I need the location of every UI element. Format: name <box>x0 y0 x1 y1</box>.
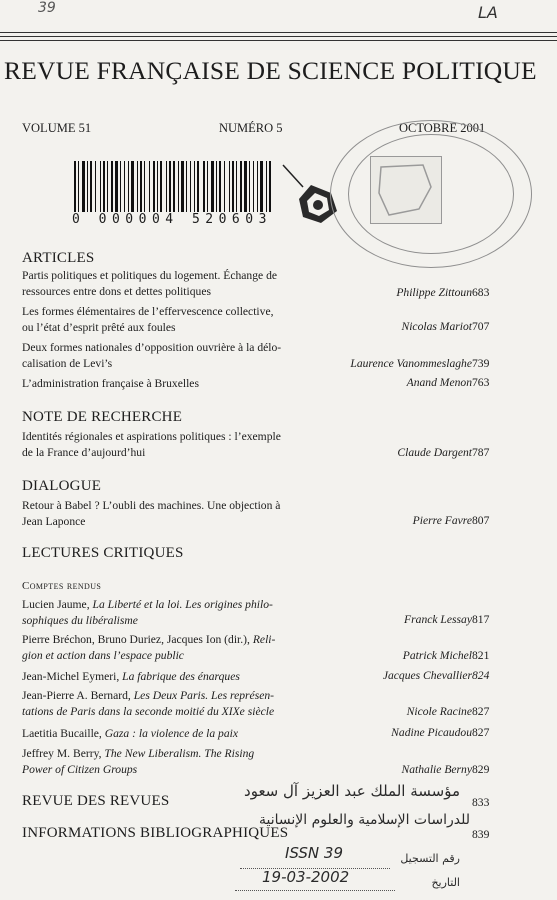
barcode-bars <box>70 161 276 215</box>
revues-page: 833 <box>472 796 490 809</box>
journal-title: REVUE FRANÇAISE DE SCIENCE POLITIQUE <box>4 56 537 85</box>
barcode-bar <box>90 161 92 215</box>
stamp-reg-value: ISSN 39 <box>285 844 344 862</box>
barcode-bar <box>173 161 175 215</box>
stamp-arabic-line-2: للدراسات الإسلامية والعلوم الإنسانية <box>259 812 470 828</box>
note-1-title <box>22 429 322 461</box>
article-1-page: 683 <box>472 286 490 299</box>
note-1-title-line-2: de la France d’aujourd’hui <box>22 446 146 459</box>
note-1-page: 787 <box>472 446 490 459</box>
barcode-bar <box>269 161 271 215</box>
barcode-bar <box>219 161 221 215</box>
article-3-author: Laurence Vanommeslaghe <box>350 357 472 370</box>
review-2-author-title: Pierre Bréchon, Bruno Duriez, Jacques Ion (dir.), <box>22 633 253 646</box>
barcode-bar <box>207 161 208 215</box>
issue-date: OCTOBRE 2001 <box>399 121 486 135</box>
dialogue-1-title-line-2: Jean Laponce <box>22 515 86 528</box>
barcode-bar <box>240 161 242 215</box>
article-3-title <box>22 340 322 372</box>
barcode-bar <box>128 161 129 215</box>
dialogue-1-title-line-1: Retour à Babel ? L’oubli des machines. Une objection à <box>22 499 281 512</box>
article-2-author: Nicolas Mariot <box>401 320 472 333</box>
review-6-book-title-line-1: The New Liberalism. The Rising <box>104 747 255 760</box>
article-2-title <box>22 304 322 336</box>
article-1-title-line-1: Partis politiques et politiques du logement. Échange de <box>22 269 278 282</box>
barcode-bar <box>197 161 199 215</box>
barcode-bar <box>229 161 230 215</box>
barcode-bar <box>140 161 142 215</box>
barcode-bar <box>253 161 254 215</box>
infos-page: 839 <box>472 828 490 841</box>
article-3-title-line-2: calisation de Levi’s <box>22 357 113 370</box>
review-5 <box>22 726 318 742</box>
barcode-bar <box>120 161 121 215</box>
review-2 <box>22 632 318 664</box>
barcode-bar <box>186 161 187 215</box>
barcode-bar <box>266 161 267 215</box>
barcode-bar <box>244 161 247 215</box>
article-4-title <box>22 376 322 392</box>
note-1-author: Claude Dargent <box>397 446 472 459</box>
barcode-bar <box>190 161 191 215</box>
barcode-bar <box>107 161 108 215</box>
article-1-title <box>22 268 322 300</box>
barcode-bar <box>115 161 118 215</box>
article-2-title-line-2: ou l’état d’esprit prêté aux foules <box>22 321 176 334</box>
review-1-book-title-line-2: sophiques du libéralisme <box>22 614 138 627</box>
barcode-bar <box>82 161 85 215</box>
review-1-page: 817 <box>472 613 490 626</box>
barcode-bar <box>74 161 76 215</box>
top-rule-1 <box>0 32 557 33</box>
section-heading-infos: INFORMATIONS BIBLIOGRAPHIQUES <box>22 825 289 841</box>
review-1-book-title-line-1: La Liberté et la loi. Les origines philo- <box>92 598 273 611</box>
stamp-reg-label: رقم التسجيل <box>400 852 460 865</box>
barcode-bar <box>232 161 234 215</box>
stamp-emblem-icon <box>370 156 442 224</box>
review-4 <box>22 688 318 720</box>
barcode-bar <box>166 161 167 215</box>
barcode-bar <box>131 161 134 215</box>
article-3-page: 739 <box>472 357 490 370</box>
barcode-bar <box>169 161 171 215</box>
review-3-reviewer: Jacques Chevallier <box>382 669 472 682</box>
barcode-bar <box>257 161 258 215</box>
barcode-bar <box>111 161 113 215</box>
review-1 <box>22 597 318 629</box>
barcode-bar <box>100 161 101 215</box>
barcode-bar <box>153 161 155 215</box>
barcode-bar <box>87 161 88 215</box>
dialogue-1-page: 807 <box>472 514 490 527</box>
corner-mark-right: LA <box>478 3 498 22</box>
barcode-bar <box>216 161 217 215</box>
barcode-bar <box>178 161 179 215</box>
stamp-date-value: 19-03-2002 <box>262 868 350 886</box>
article-2-page: 707 <box>472 320 490 333</box>
barcode-bar <box>203 161 205 215</box>
barcode-bar <box>236 161 237 215</box>
review-4-author-title: Jean-Pierre A. Bernard, <box>22 689 134 702</box>
review-5-reviewer: Nadine Picaudou <box>391 726 472 739</box>
dialogue-1-title <box>22 498 322 530</box>
review-3-author-title: Jean-Michel Eymeri, <box>22 670 123 683</box>
review-6-author-title: Jeffrey M. Berry, <box>22 747 105 760</box>
review-2-page: 821 <box>472 649 490 662</box>
article-3-title-line-1: Deux formes nationales d’opposition ouvrière à la délo- <box>22 341 282 354</box>
barcode-bar <box>160 161 162 215</box>
section-heading-revues: REVUE DES REVUES <box>22 793 170 809</box>
barcode-bar <box>149 161 150 215</box>
review-3-page: 824 <box>472 669 490 682</box>
barcode-bar <box>95 161 96 215</box>
section-heading-note: NOTE DE RECHERCHE <box>22 409 183 425</box>
subheading-comptes-rendus: Comptes rendus <box>22 580 102 592</box>
review-1-author-title: Lucien Jaume, <box>22 598 93 611</box>
section-heading-lectures: LECTURES CRITIQUES <box>22 545 184 561</box>
barcode-bar <box>260 161 263 215</box>
barcode-bar <box>137 161 138 215</box>
stamp-arabic-line-1: مؤسسة الملك عبد العزيز آل سعود <box>244 782 460 800</box>
volume-label: VOLUME 51 <box>22 121 92 135</box>
barcode-bar <box>78 161 79 215</box>
top-rule-2 <box>0 36 557 37</box>
review-6-page: 829 <box>472 763 490 776</box>
review-2-reviewer: Patrick Michel <box>402 649 472 662</box>
barcode <box>70 161 276 231</box>
article-1-author: Philippe Zittoun <box>396 286 472 299</box>
barcode-bar <box>181 161 184 215</box>
corner-mark-left: 39 <box>38 0 56 16</box>
stamp-date-label: التاريخ <box>431 876 460 889</box>
stamp-date-line <box>235 890 395 892</box>
barcode-bar <box>224 161 225 215</box>
note-1-title-line-1: Identités régionales et aspirations politiques : l’exemple <box>22 430 281 443</box>
barcode-bar <box>103 161 105 215</box>
article-1-title-line-2: ressources entre dons et dettes politiques <box>22 285 211 298</box>
top-rule-3 <box>0 40 557 41</box>
barcode-digits: 0 000004 520603 <box>72 212 274 231</box>
article-4-title-line-1: L’administration française à Bruxelles <box>22 377 199 390</box>
dialogue-1-author: Pierre Favre <box>412 514 472 527</box>
section-heading-articles: ARTICLES <box>22 250 95 266</box>
review-6-book-title-line-2: Power of Citizen Groups <box>22 763 138 776</box>
barcode-bar <box>211 161 214 215</box>
review-2-book-title-line-2: gion et action dans l’espace public <box>22 649 184 662</box>
article-4-author: Anand Menon <box>406 376 472 389</box>
review-5-author-title: Laetitia Bucaille, <box>22 727 105 740</box>
review-6 <box>22 746 318 778</box>
review-4-book-title-line-1: Les Deux Paris. Les représen- <box>133 689 275 702</box>
review-4-page: 827 <box>472 705 490 718</box>
barcode-bar <box>157 161 158 215</box>
review-3-book-title-line-1: La fabrique des énarques <box>122 670 240 683</box>
article-4-page: 763 <box>472 376 490 389</box>
barcode-bar <box>144 161 145 215</box>
review-4-book-title-line-2: tations de Paris dans la seconde moitié du XIXe siècle <box>22 705 275 718</box>
review-2-book-title-line-1: Reli- <box>252 633 276 646</box>
library-stamp <box>330 120 535 270</box>
review-4-reviewer: Nicole Racine <box>406 705 472 718</box>
review-1-reviewer: Franck Lessay <box>404 613 472 626</box>
review-5-page: 827 <box>472 726 490 739</box>
article-2-title-line-1: Les formes élémentaires de l’effervescence collective, <box>22 305 274 318</box>
review-5-book-title-line-1: Gaza : la violence de la paix <box>104 727 239 740</box>
barcode-bar <box>249 161 250 215</box>
barcode-bar <box>194 161 195 215</box>
review-3 <box>22 669 318 685</box>
review-6-reviewer: Nathalie Berny <box>401 763 472 776</box>
issue-number: NUMÉRO 5 <box>219 121 283 135</box>
barcode-bar <box>124 161 125 215</box>
section-heading-dialogue: DIALOGUE <box>22 478 102 494</box>
